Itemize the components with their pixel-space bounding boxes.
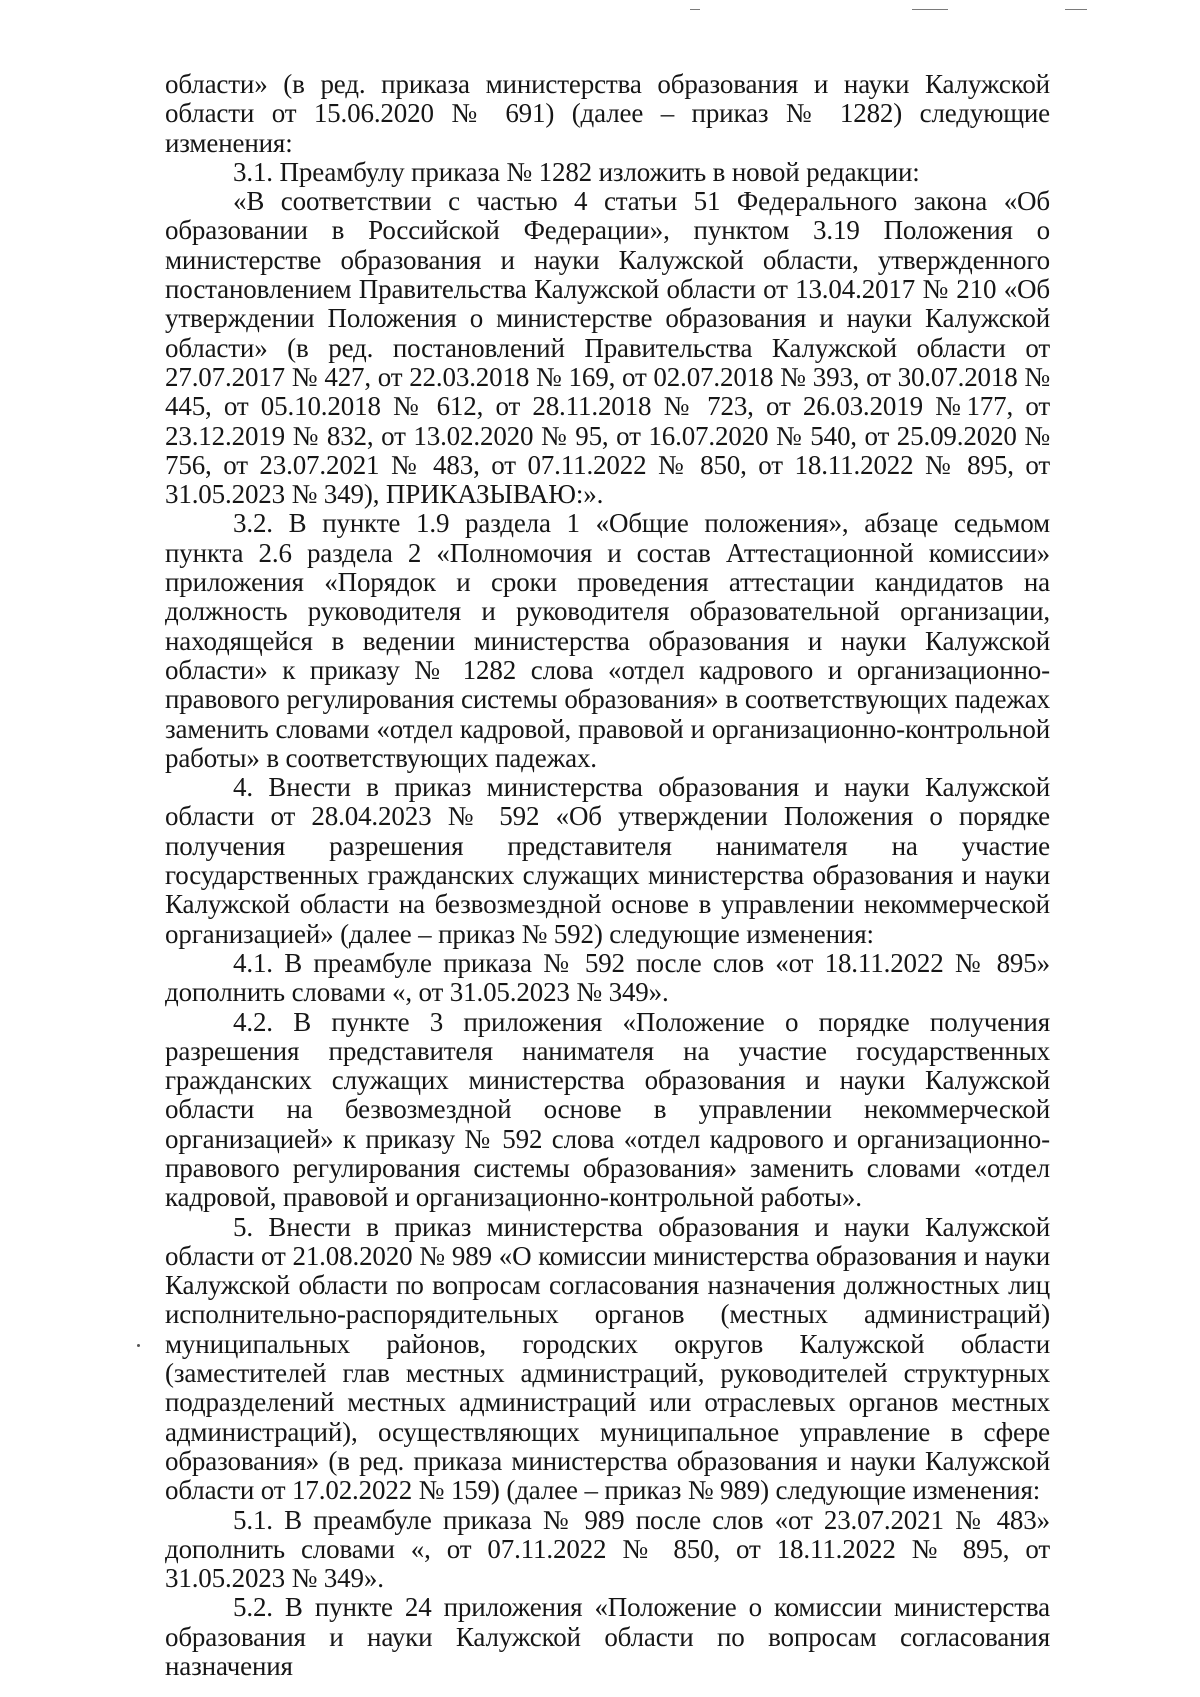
paragraph-5: 5. Внести в приказ министерства образования и науки Калужской области от 21.08.2020 № 989 «О комиссии министерства образования и науки Калужской области по вопросам согласования назначения должностных лиц исполнительно-распорядительных органов (местных администраций) муниципальных районов, городских округов Калужской области (заместителей глав местных администраций, руководителей структурных подразделений местных администраций или отраслевых органов местных администраций), осуществляющих муниципальное управление в сфере образования» (в ред. приказа министерства образования и науки Калужской области от 17.02.2022 № 159) (далее – приказ № 989) следующие изменения: [165,1211,1050,1506]
paragraph-5-1: 5.1. В преамбуле приказа № 989 после слов «от 23.07.2021 № 483» дополнить словами «, от 07.11.2022 № 850, от 18.11.2022 № 895, от 31.05.2023 № 349». [165,1504,1050,1594]
paragraph-5-2: 5.2. В пункте 24 приложения «Положение о комиссии министерства образования и науки Калужской области по вопросам согласования назначения [165,1592,1050,1682]
paragraph-continuation: области» (в ред. приказа министерства образования и науки Калужской области от 15.06.2020 № 691) (далее – приказ № 1282) следующие изменения: [165,69,1050,158]
paragraph-3-1: 3.1. Преамбулу приказа № 1282 изложить в новой редакции: [233,156,920,187]
scan-artifact-line [1065,9,1087,10]
scan-artifact-line [690,9,700,10]
document-page [165,70,1050,1681]
scan-artifact-dot [137,1344,140,1347]
scan-artifact-line [912,9,948,10]
paragraph-3-2: 3.2. В пункте 1.9 раздела 1 «Общие положения», абзаце седьмом пункта 2.6 раздела 2 «Полномочия и состав Аттестационной комиссии» приложения «Порядок и сроки проведения аттестации кандидатов на должность руководителя и руководителя образовательной организации, находящейся в ведении министерства образования и науки Калужской области» к приказу № 1282 слова «отдел кадрового и организационно-правового регулирования системы образования» в соответствующих падежах заменить словами «отдел кадровой, правовой и организационно-контрольной работы» в соответствующих падежах. [165,508,1050,773]
paragraph-4-2: 4.2. В пункте 3 приложения «Положение о порядке получения разрешения представителя нанимателя на участие государственных гражданских служащих министерства образования и науки Калужской области на безвозмездной основе в управлении некоммерческой организацией» к приказу № 592 слова «отдел кадрового и организационно-правового регулирования системы образования» заменить словами «отдел кадровой, правовой и организационно-контрольной работы». [165,1006,1050,1213]
paragraph-preamble-quote: «В соответствии с частью 4 статьи 51 Федерального закона «Об образовании в Российской Федерации», пунктом 3.19 Положения о министерстве образования и науки Калужской области, утвержденного постановлением Правительства Калужской области от 13.04.2017 № 210 «Об утверждении Положения о министерстве образования и науки Калужской области» (в ред. постановлений Правительства Калужской области от 27.07.2017 № 427, от 22.03.2018 № 169, от 02.07.2018 № 393, от 30.07.2018 № 445, от 05.10.2018 № 612, от 28.11.2018 № 723, от 26.03.2019 №177, от 23.12.2019 № 832, от 13.02.2020 № 95, от 16.07.2020 № 540, от 25.09.2020 № 756, от 23.07.2021 № 483, от 07.11.2022 № 850, от 18.11.2022 № 895, от 31.05.2023 № 349), ПРИКАЗЫВАЮ:». [165,186,1050,510]
paragraph-4-1: 4.1. В преамбуле приказа № 592 после слов «от 18.11.2022 № 895» дополнить словами «, от 31.05.2023 № 349». [165,947,1050,1008]
paragraph-4: 4. Внести в приказ министерства образования и науки Калужской области от 28.04.2023 № 592 «Об утверждении Положения о порядке получения разрешения представителя нанимателя на участие государственных гражданских служащих министерства образования и науки Калужской области на безвозмездной основе в управлении некоммерческой организацией» (далее – приказ № 592) следующие изменения: [165,772,1050,949]
